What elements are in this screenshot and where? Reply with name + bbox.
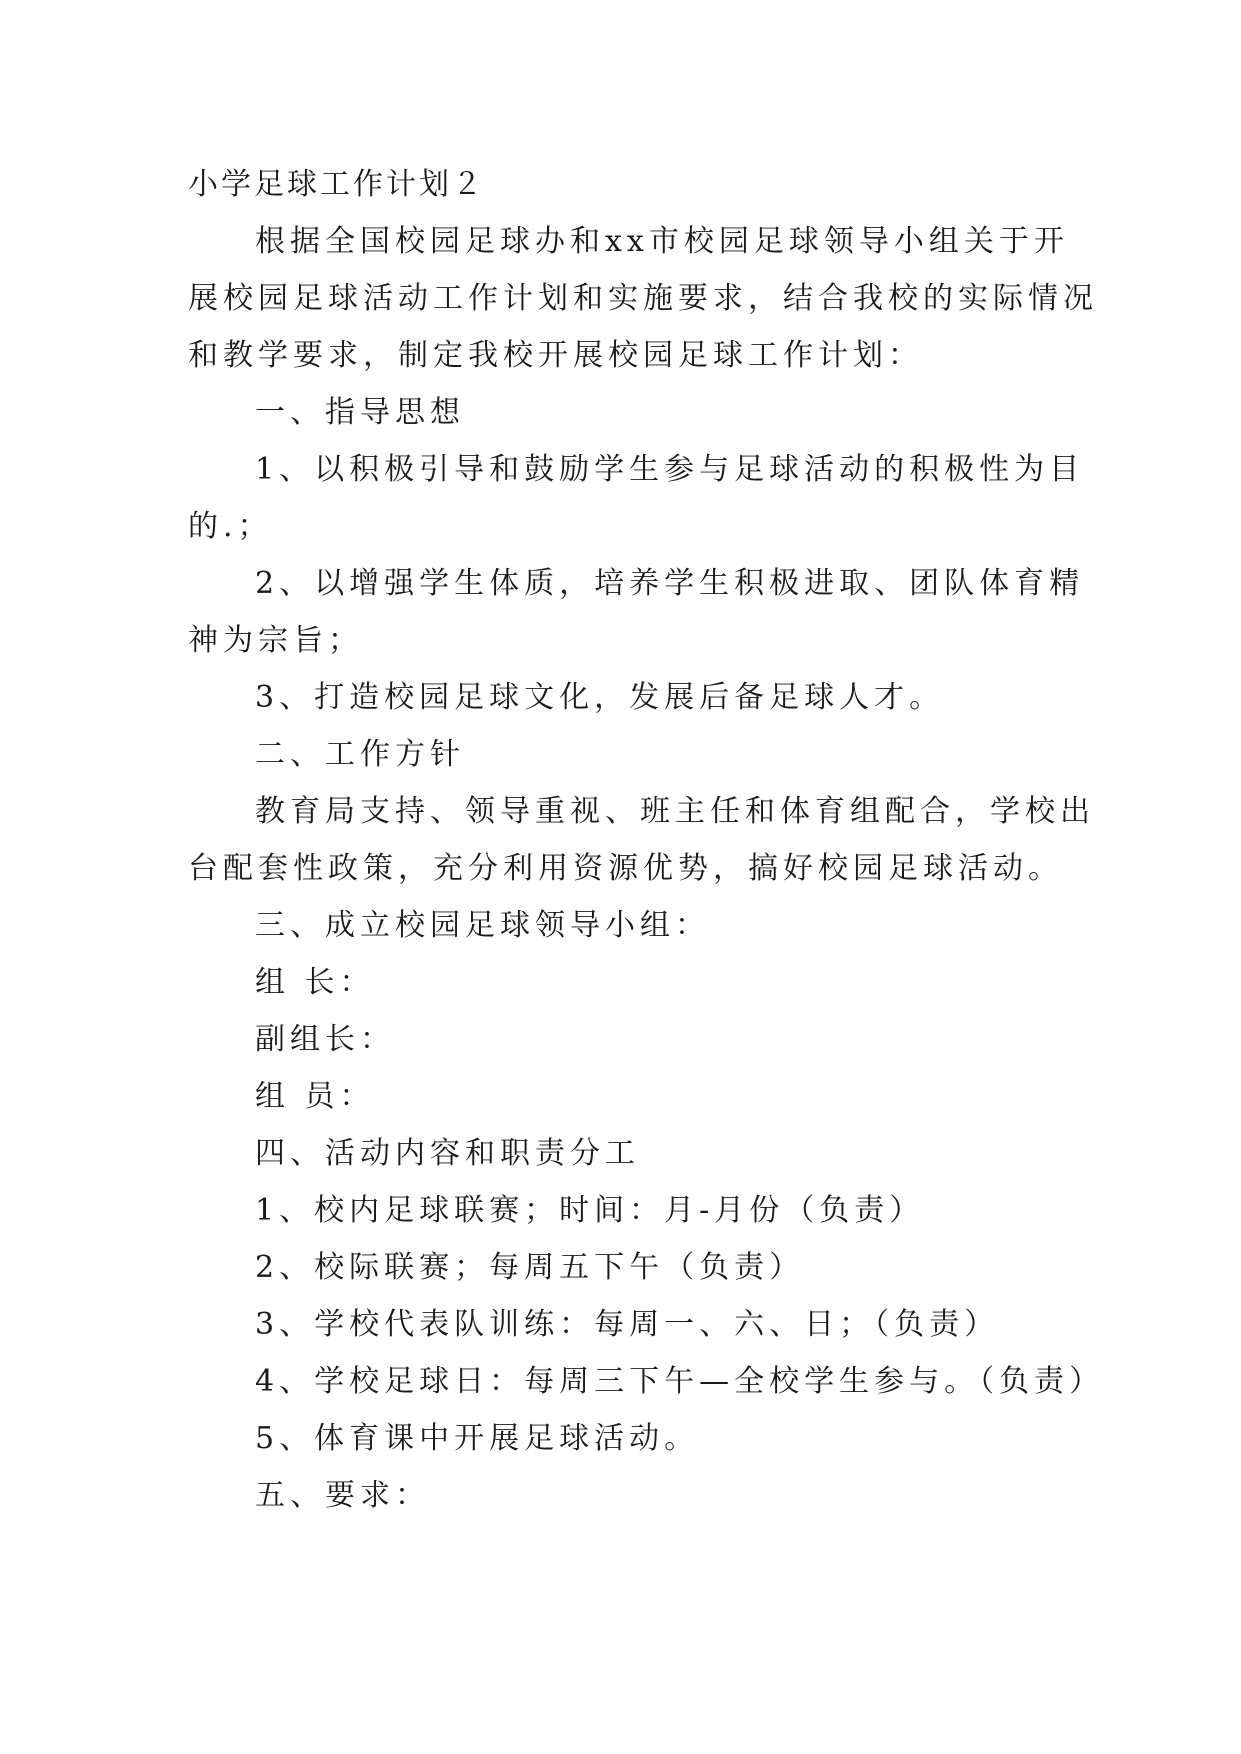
section-4-heading: 四、活动内容和职责分工 bbox=[255, 1136, 640, 1171]
section-1-item-1-line-1: 1、以积极引导和鼓励学生参与足球活动的积极性为目 bbox=[255, 452, 1085, 487]
section-4-item-5: 5、体育课中开展足球活动。 bbox=[255, 1421, 700, 1456]
section-1-heading: 一、指导思想 bbox=[255, 395, 465, 430]
section-3-members: 组 员： bbox=[255, 1079, 375, 1114]
section-1-item-2-line-1: 2、以增强学生体质，培养学生积极进取、团队体育精 bbox=[255, 566, 1085, 601]
section-1-item-1-line-2: 的.； bbox=[188, 509, 273, 544]
section-2-line-1: 教育局支持、领导重视、班主任和体育组配合，学校出 bbox=[255, 794, 1095, 829]
section-5-heading: 五、要求： bbox=[255, 1478, 430, 1513]
document-title: 小学足球工作计划２ bbox=[188, 167, 485, 202]
intro-line-2: 展校园足球活动工作计划和实施要求，结合我校的实际情况 bbox=[188, 281, 1098, 316]
section-3-heading: 三、成立校园足球领导小组： bbox=[255, 908, 710, 943]
intro-line-1: 根据全国校园足球办和xx市校园足球领导小组关于开 bbox=[255, 224, 1069, 259]
section-4-item-1: 1、校内足球联赛；时间：月-月份（负责） bbox=[255, 1193, 925, 1228]
section-3-deputy: 副组长： bbox=[255, 1022, 395, 1057]
section-4-item-3: 3、学校代表队训练：每周一、六、日；（负责） bbox=[255, 1307, 1000, 1342]
section-2-line-2: 台配套性政策，充分利用资源优势，搞好校园足球活动。 bbox=[188, 851, 1063, 886]
intro-line-3: 和教学要求，制定我校开展校园足球工作计划： bbox=[188, 338, 923, 373]
section-4-item-2: 2、校际联赛；每周五下午（负责） bbox=[255, 1250, 805, 1285]
section-1-item-2-line-2: 神为宗旨； bbox=[188, 623, 363, 658]
section-4-item-4: 4、学校足球日：每周三下午—全校学生参与。（负责） bbox=[255, 1364, 1105, 1399]
section-2-heading: 二、工作方针 bbox=[255, 737, 465, 772]
section-3-leader: 组 长： bbox=[255, 965, 375, 1000]
section-1-item-3: 3、打造校园足球文化，发展后备足球人才。 bbox=[255, 680, 945, 715]
